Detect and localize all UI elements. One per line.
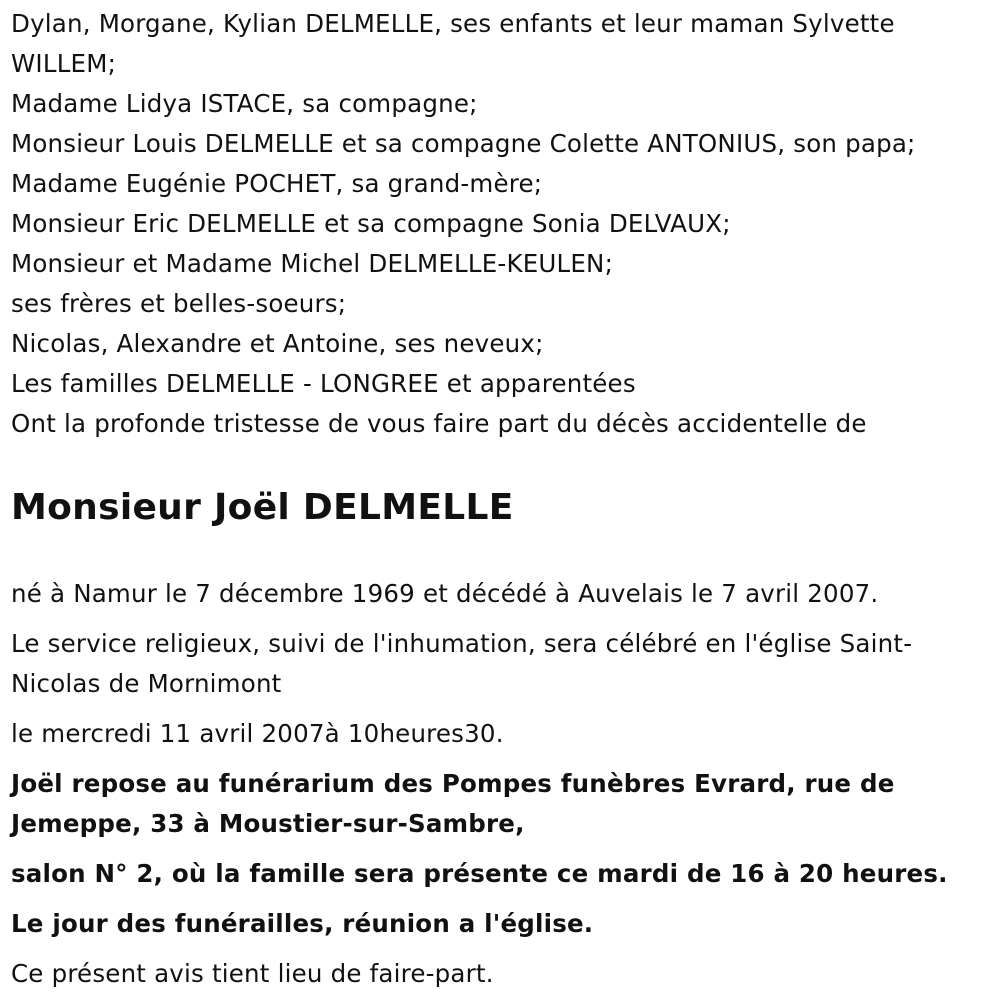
family-line: Nicolas, Alexandre et Antoine, ses neveux; xyxy=(11,329,544,358)
announcement-line: Ont la profonde tristesse de vous faire part du décès accidentelle de xyxy=(11,409,867,438)
service-info xyxy=(11,624,990,704)
family-line: Monsieur et Madame Michel DELMELLE-KEULEN; xyxy=(11,249,614,278)
salon-info: salon N° 2, où la famille sera présente ce mardi de 16 à 20 heures. xyxy=(11,859,948,888)
family-line: Monsieur Louis DELMELLE et sa compagne Colette ANTONIUS, son papa; xyxy=(11,129,916,158)
family-line: Monsieur Eric DELMELLE et sa compagne Sonia DELVAUX; xyxy=(11,209,731,238)
deceased-name: Monsieur Joël DELMELLE xyxy=(11,487,514,528)
family-line: ses frères et belles-soeurs; xyxy=(11,289,347,318)
funeral-day-info: Le jour des funérailles, réunion a l'église. xyxy=(11,909,594,938)
repose-line: Jemeppe, 33 à Moustier-sur-Sambre, xyxy=(11,809,525,838)
repose-info xyxy=(11,764,990,844)
family-line: WILLEM; xyxy=(11,49,117,78)
family-line: Madame Eugénie POCHET, sa grand-mère; xyxy=(11,169,543,198)
service-line: Le service religieux, suivi de l'inhumation, sera célébré en l'église Saint- xyxy=(11,629,913,658)
closing-note: Ce présent avis tient lieu de faire-part. xyxy=(11,959,494,988)
family-list xyxy=(11,4,990,444)
service-line: Nicolas de Mornimont xyxy=(11,669,282,698)
service-date: le mercredi 11 avril 2007à 10heures30. xyxy=(11,719,504,748)
family-line: Dylan, Morgane, Kylian DELMELLE, ses enfants et leur maman Sylvette xyxy=(11,9,895,38)
family-line: Madame Lidya ISTACE, sa compagne; xyxy=(11,89,478,118)
birth-death-info: né à Namur le 7 décembre 1969 et décédé à Auvelais le 7 avril 2007. xyxy=(11,579,879,608)
repose-line: Joël repose au funérarium des Pompes funèbres Evrard, rue de xyxy=(11,769,895,798)
family-line: Les familles DELMELLE - LONGREE et apparentées xyxy=(11,369,636,398)
